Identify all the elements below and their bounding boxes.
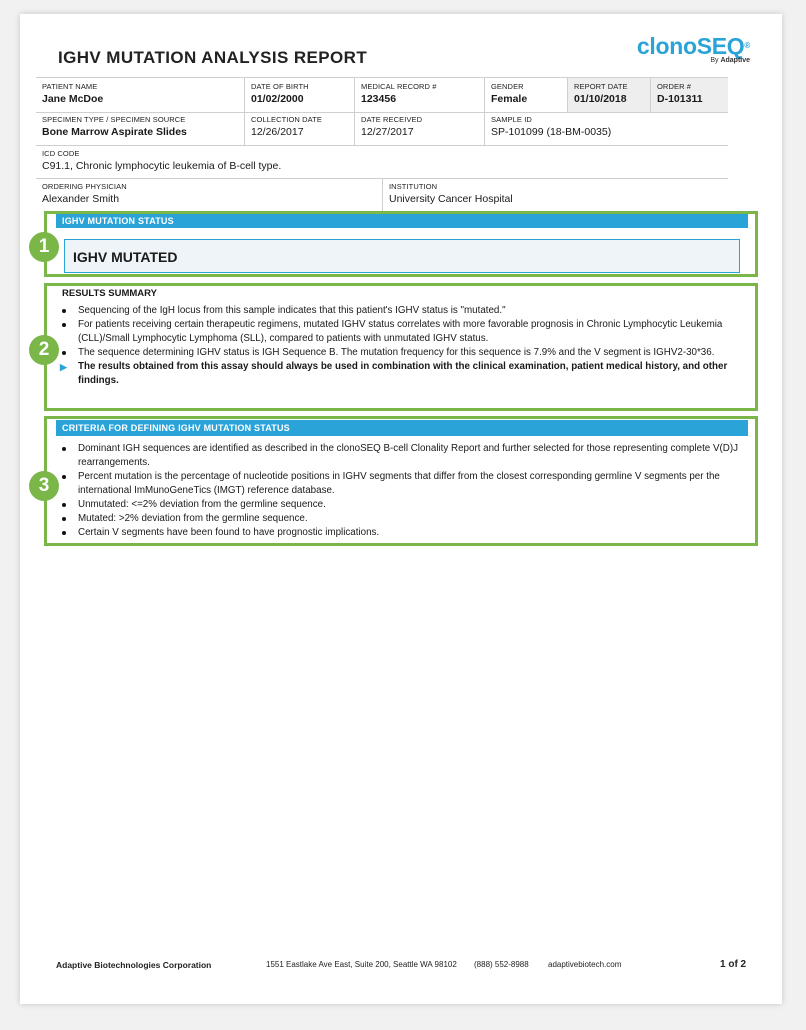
order-label: ORDER # xyxy=(657,82,692,91)
specimen-type-label: SPECIMEN TYPE / SPECIMEN SOURCE xyxy=(42,115,186,124)
icd-cell xyxy=(36,145,728,178)
logo-by: By xyxy=(710,57,719,64)
gender: Female xyxy=(491,93,528,105)
dob-cell xyxy=(244,78,354,112)
institution: University Cancer Hospital xyxy=(389,193,513,205)
summary-item: The sequence determining IGHV status is IGH Sequence B. The mutation frequency for this sequence is 7.9% and the V segment is IGHV2-30*36. xyxy=(56,346,742,360)
specimen-type-cell xyxy=(36,111,244,145)
dob-label: DATE OF BIRTH xyxy=(251,82,309,91)
clonoseq-logo xyxy=(632,34,750,64)
collection-date: 12/26/2017 xyxy=(251,126,304,138)
icd-row xyxy=(36,145,728,179)
patient-info-row xyxy=(36,77,728,113)
criteria-item: Certain V segments have been found to have prognostic implications. xyxy=(56,526,748,540)
patient-name: Jane McDoe xyxy=(42,93,104,105)
results-summary-list xyxy=(56,304,742,388)
date-received-cell xyxy=(354,111,484,145)
order-cell xyxy=(650,78,728,112)
specimen-info-row xyxy=(36,111,728,146)
report-date: 01/10/2018 xyxy=(574,93,627,105)
status-header: IGHV MUTATION STATUS xyxy=(56,214,748,228)
physician-row xyxy=(36,178,728,211)
callout-number-1: 1 xyxy=(29,232,59,262)
results-summary-title: RESULTS SUMMARY xyxy=(62,288,157,299)
collection-date-label: COLLECTION DATE xyxy=(251,115,322,124)
summary-item: Sequencing of the IgH locus from this sample indicates that this patient's IGHV status is "mutated." xyxy=(56,304,742,318)
footer-phone: (888) 552-8988 xyxy=(474,960,529,969)
callout-number-2: 2 xyxy=(29,335,59,365)
icd-label: ICD CODE xyxy=(42,149,80,158)
logo-text: clonoSEQ xyxy=(636,33,745,59)
criteria-list xyxy=(56,442,748,540)
icd-code: C91.1, Chronic lymphocytic leukemia of B-cell type. xyxy=(42,160,282,172)
collection-date-cell xyxy=(244,111,354,145)
callout-number-3: 3 xyxy=(29,471,59,501)
sample-id-cell xyxy=(484,111,728,145)
institution-label: INSTITUTION xyxy=(389,182,438,191)
sample-id: SP-101099 (18-BM-0035) xyxy=(491,126,612,138)
summary-item: For patients receiving certain therapeutic regimens, mutated IGHV status correlates with more favorable prognosis in Chronic Lymphocytic Leukemia (CLL)/Small Lymphocytic Lymphoma (SLL), compared to patients with unmutated IGHV status. xyxy=(56,318,742,346)
patient-name-cell xyxy=(36,78,244,112)
criteria-header: CRITERIA FOR DEFINING IGHV MUTATION STATUS xyxy=(56,420,748,436)
specimen-type: Bone Marrow Aspirate Slides xyxy=(42,126,187,138)
dob: 01/02/2000 xyxy=(251,93,304,105)
criteria-item: Dominant IGH sequences are identified as described in the clonoSEQ B-cell Clonality Report and further selected for those representing complete V(D)J rearrangements. xyxy=(56,442,748,470)
report-date-label: REPORT DATE xyxy=(574,82,628,91)
logo-registered-mark: ® xyxy=(744,41,750,50)
logo-company: Adaptive xyxy=(720,57,750,64)
summary-note: ▶ The results obtained from this assay should always be used in combination with the clinical examination, patient medical history, and other findings. xyxy=(56,360,742,388)
physician-label: ORDERING PHYSICIAN xyxy=(42,182,127,191)
footer-company: Adaptive Biotechnologies Corporation xyxy=(56,960,212,970)
mrn-label: MEDICAL RECORD # xyxy=(361,82,437,91)
gender-label: GENDER xyxy=(491,82,524,91)
ighv-status-value: IGHV MUTATED xyxy=(64,239,740,273)
mrn-cell xyxy=(354,78,484,112)
mrn: 123456 xyxy=(361,93,397,105)
criteria-item: Percent mutation is the percentage of nucleotide positions in IGHV segments that differ from the closest corresponding germline V segments per the international ImMunoGeneTics (IMGT) reference database. xyxy=(56,470,748,498)
institution-cell xyxy=(382,178,728,211)
physician-name: Alexander Smith xyxy=(42,193,120,205)
criteria-item: Mutated: >2% deviation from the germline sequence. xyxy=(56,512,748,526)
date-received-label: DATE RECEIVED xyxy=(361,115,423,124)
footer-website[interactable]: adaptivebiotech.com xyxy=(548,960,622,969)
criteria-item: Unmutated: <=2% deviation from the germline sequence. xyxy=(56,498,748,512)
date-received: 12/27/2017 xyxy=(361,126,414,138)
gender-cell xyxy=(484,78,567,112)
report-title: IGHV MUTATION ANALYSIS REPORT xyxy=(58,48,368,67)
physician-cell xyxy=(36,178,382,211)
footer-address: 1551 Eastlake Ave East, Suite 200, Seattle WA 98102 xyxy=(266,960,457,969)
report-date-cell xyxy=(567,78,650,112)
footer-page-number: 1 of 2 xyxy=(720,959,747,970)
sample-id-label: SAMPLE ID xyxy=(491,115,532,124)
order-number: D-101311 xyxy=(657,93,703,105)
patient-name-label: PATIENT NAME xyxy=(42,82,98,91)
